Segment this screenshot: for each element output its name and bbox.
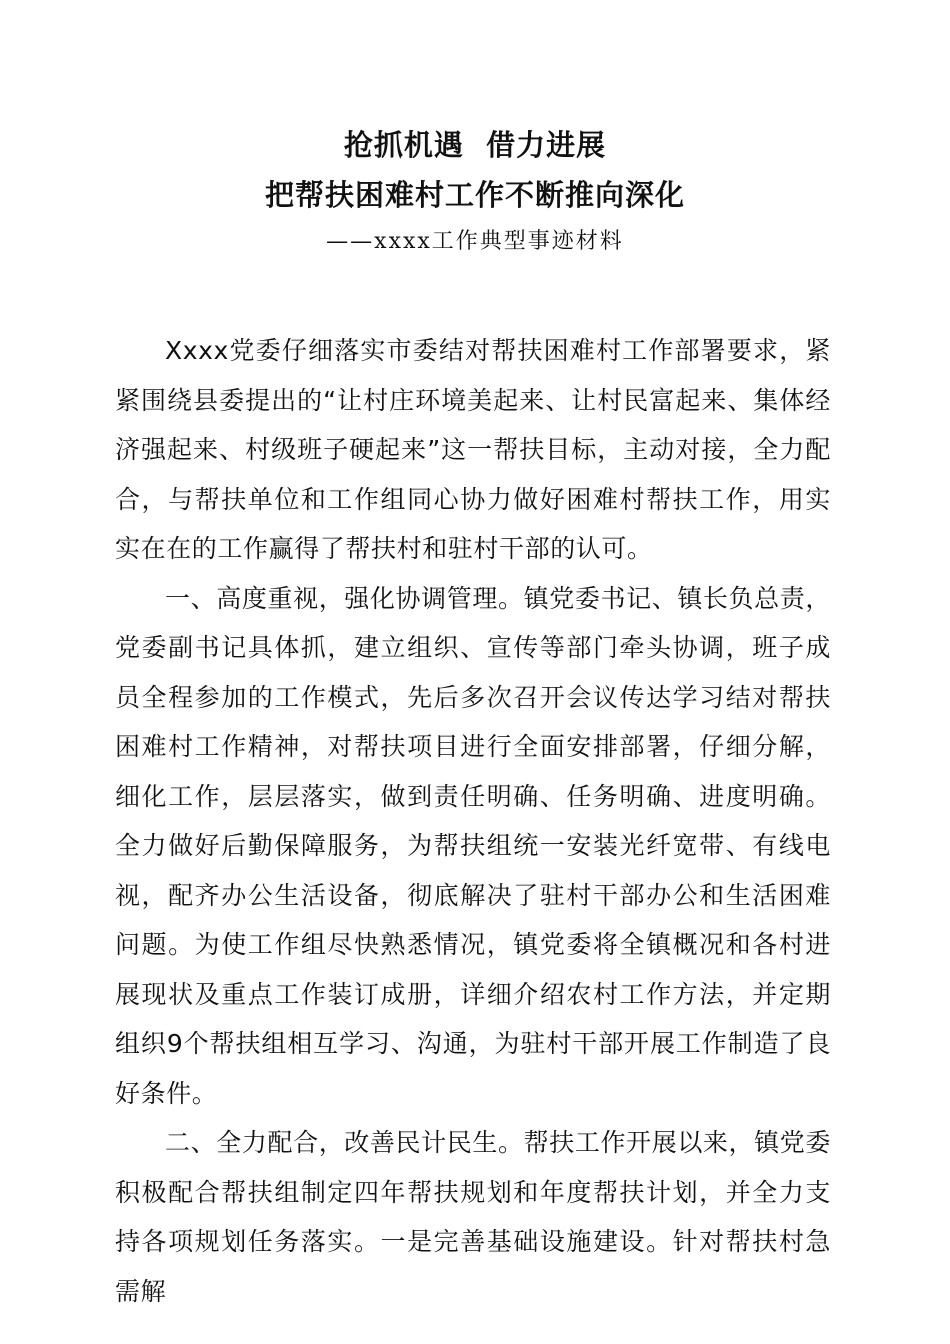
title-line-2: 把帮扶困难村工作不断推向深化 <box>264 178 685 212</box>
body-text <box>115 326 831 1316</box>
title-line-1: 抢抓机遇 借力进展 <box>343 128 607 162</box>
title-block <box>0 120 950 262</box>
paragraph-section-2: 二、全力配合，改善民计民生。帮扶工作开展以来，镇党委积极配合帮扶组制定四年帮扶规划和年度帮扶计划，并全力支持各项规划任务落实。一是完善基础设施建设。针对帮扶村急需解 <box>115 1128 831 1306</box>
paragraph-intro: Xxxx党委仔细落实市委结对帮扶困难村工作部署要求，紧紧围绕县委提出的“让村庄环境美起来、让村民富起来、集体经济强起来、村级班子硬起来”这一帮扶目标，主动对接，全力配合，与帮扶单位和工作组同心协力做好困难村帮扶工作，用实实在在的工作赢得了帮扶村和驻村干部的认可。 <box>115 336 831 563</box>
subtitle: ——xxxx工作典型事迹材料 <box>326 229 624 254</box>
paragraph-section-1: 一、高度重视，强化协调管理。镇党委书记、镇长负总责，党委副书记具体抓，建立组织、宣传等部门牵头协调，班子成员全程参加的工作模式，先后多次召开会议传达学习结对帮扶困难村工作精神，对帮扶项目进行全面安排部署，仔细分解，细化工作，层层落实，做到责任明确、任务明确、进度明确。全力做好后勤保障服务，为帮扶组统一安装光纤宽带、有线电视，配齐办公生活设备，彻底解决了驻村干部办公和生活困难问题。为使工作组尽快熟悉情况，镇党委将全镇概况和各村进展现状及重点工作装订成册，详细介绍农村工作方法，并定期组织9个帮扶组相互学习、沟通，为驻村干部开展工作制造了良好条件。 <box>115 583 831 1108</box>
